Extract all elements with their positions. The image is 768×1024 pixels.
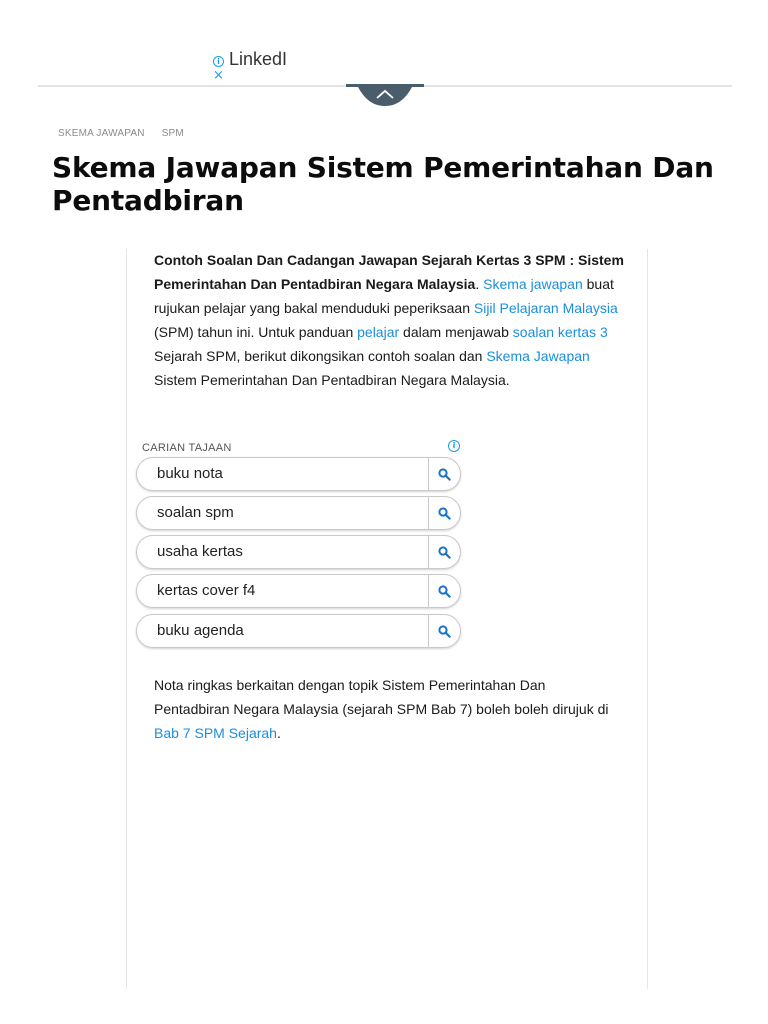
search-suggestion-label: buku nota	[157, 465, 223, 482]
intro-text: (SPM) tahun ini. Untuk panduan	[154, 324, 358, 340]
ad-close-icon[interactable]: ×	[213, 68, 224, 83]
sponsored-search-label: CARIAN TAJAAN	[142, 442, 232, 454]
intro-text: .	[475, 276, 484, 292]
sponsored-info-icon[interactable]: i	[448, 440, 460, 452]
link-skema-jawapan[interactable]: Skema jawapan	[483, 276, 583, 292]
breadcrumb-spm[interactable]: SPM	[161, 128, 184, 139]
search-suggestion-label: buku agenda	[157, 622, 244, 639]
search-icon	[438, 625, 451, 638]
search-suggestion-label: kertas cover f4	[157, 582, 256, 599]
search-icon	[438, 468, 451, 481]
ad-info-icon[interactable]: i	[213, 56, 224, 67]
search-button[interactable]	[428, 458, 460, 490]
intro-text: Sistem Pemerintahan Dan Pentadbiran Negara Malaysia.	[154, 372, 510, 388]
search-suggestion[interactable]	[136, 457, 461, 491]
page-title: Skema Jawapan Sistem Pemerintahan Dan Pentadbiran	[52, 151, 714, 217]
search-button[interactable]	[428, 497, 460, 529]
breadcrumb	[58, 128, 198, 140]
link-sijil-pelajaran-malaysia[interactable]: Sijil Pelajaran Malaysia	[473, 300, 618, 316]
intro-text: Sejarah SPM, berikut dikongsikan contoh soalan dan	[154, 348, 487, 364]
search-suggestion[interactable]	[136, 574, 461, 608]
search-button[interactable]	[428, 536, 460, 568]
search-suggestion[interactable]	[136, 496, 461, 530]
link-soalan-kertas-3[interactable]: soalan kertas 3	[512, 324, 608, 340]
search-icon	[438, 546, 451, 559]
search-suggestion-label: usaha kertas	[157, 543, 243, 560]
search-suggestion[interactable]	[136, 535, 461, 569]
link-pelajar[interactable]: pelajar	[357, 324, 400, 340]
intro-text: dalam menjawab	[399, 324, 513, 340]
ad-text[interactable]: LinkedI	[229, 49, 288, 69]
search-button[interactable]	[428, 615, 460, 647]
search-button[interactable]	[428, 575, 460, 607]
intro-bold-text: Contoh Soalan Dan Cadangan Jawapan Sejarah Kertas 3 SPM : Sistem Pemerintahan Dan Pentadbiran Negara Malaysia	[154, 252, 624, 292]
breadcrumb-skema-jawapan[interactable]: SKEMA JAWAPAN	[58, 128, 145, 139]
intro-text: buat rujukan pelajar yang bakal menduduki peperiksaan	[154, 276, 614, 316]
intro-paragraph	[154, 248, 624, 392]
collapse-ad-button[interactable]	[346, 84, 424, 108]
search-icon	[438, 585, 451, 598]
link-bab-7-spm-sejarah[interactable]: Bab 7 SPM Sejarah	[154, 725, 277, 741]
search-icon	[438, 507, 451, 520]
note-text: Nota ringkas berkaitan dengan topik Sistem Pemerintahan Dan Pentadbiran Negara Malaysia (sejarah SPM Bab 7) boleh boleh dirujuk di	[154, 677, 609, 717]
note-text: .	[276, 725, 281, 741]
search-suggestion-label: soalan spm	[157, 504, 234, 521]
note-paragraph	[154, 673, 624, 745]
search-suggestion[interactable]	[136, 614, 461, 648]
link-skema-jawapan-2[interactable]: Skema Jawapan	[486, 348, 590, 364]
